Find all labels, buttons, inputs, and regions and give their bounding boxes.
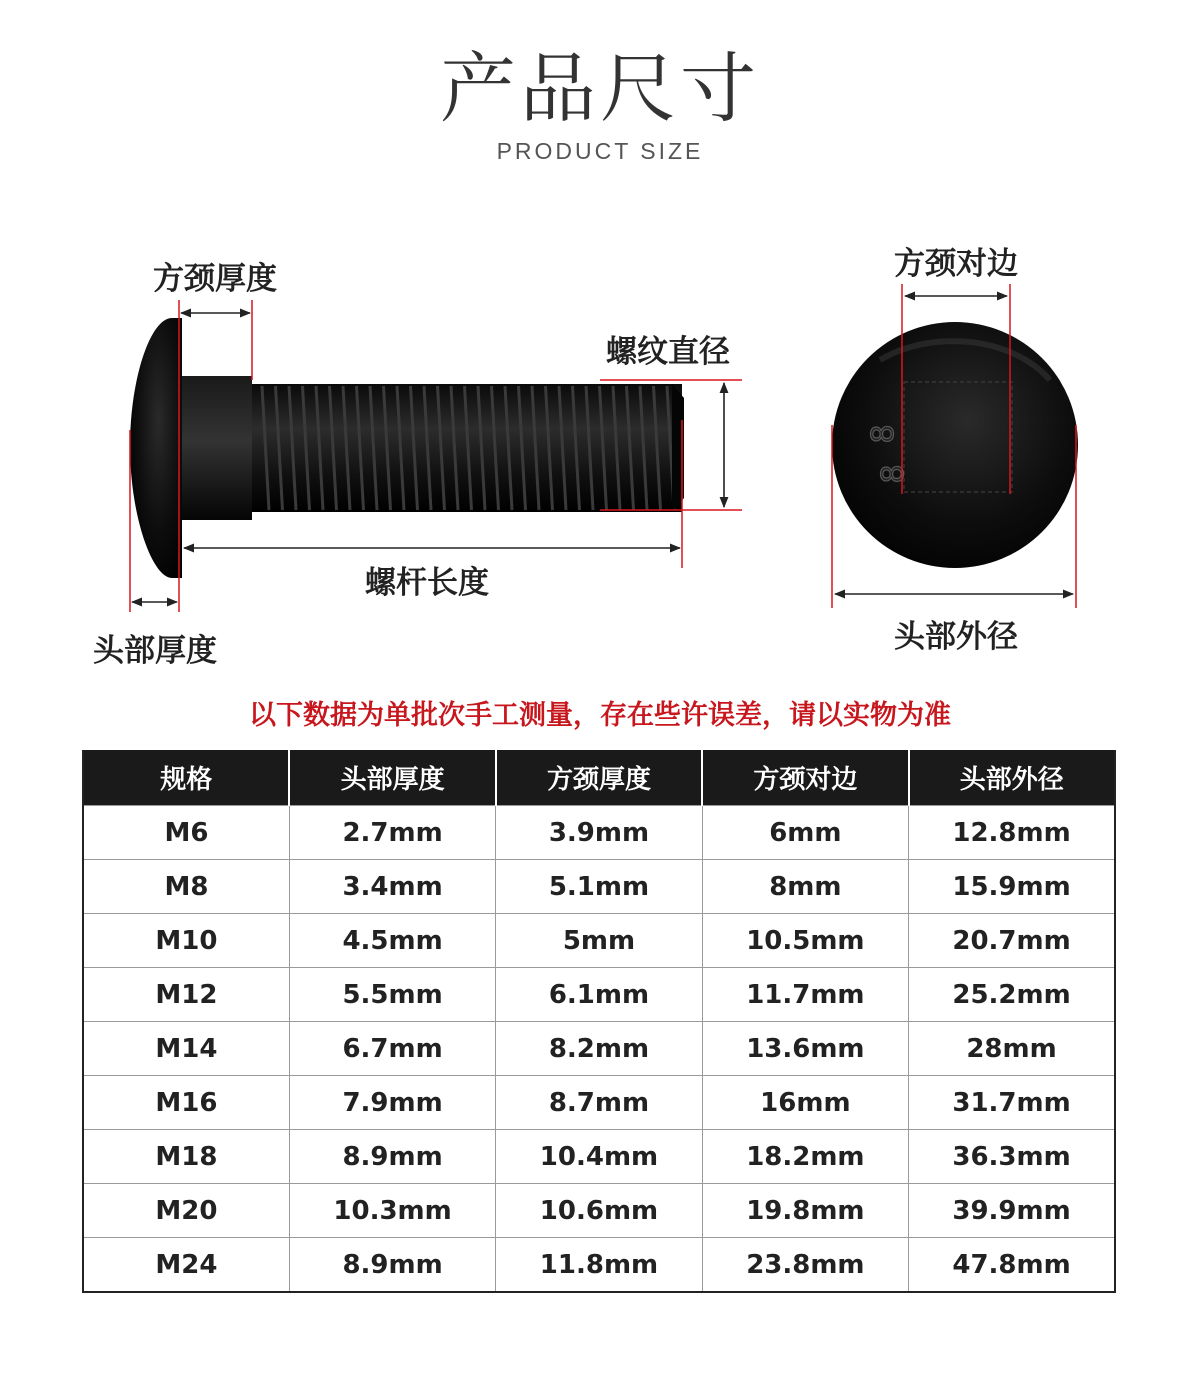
table-cell: 5.1mm xyxy=(496,860,702,914)
table-cell: 6.1mm xyxy=(496,968,702,1022)
table-cell: 8.7mm xyxy=(496,1076,702,1130)
measurement-note: 以下数据为单批次手工测量，存在些许误差，请以实物为准 xyxy=(249,700,951,731)
label-neck-width: 方颈对边 xyxy=(894,246,1018,282)
table-row xyxy=(83,806,1115,860)
bolt-head-top xyxy=(832,322,1078,568)
table-cell: 8.9mm xyxy=(289,1238,495,1293)
table-cell: 10.5mm xyxy=(702,914,908,968)
table-cell: 6mm xyxy=(702,806,908,860)
table-row xyxy=(83,968,1115,1022)
table-cell: M10 xyxy=(83,914,289,968)
page-subtitle: PRODUCT SIZE xyxy=(496,138,704,164)
header-cell: 方颈厚度 xyxy=(496,750,702,806)
table-cell: 47.8mm xyxy=(909,1238,1115,1293)
table-row xyxy=(83,1022,1115,1076)
table-row xyxy=(83,1238,1115,1293)
table-cell: 15.9mm xyxy=(909,860,1115,914)
table-cell: 3.4mm xyxy=(289,860,495,914)
table-cell: M6 xyxy=(83,806,289,860)
table-row xyxy=(83,1076,1115,1130)
table-cell: 28mm xyxy=(909,1022,1115,1076)
head-marking-bottom: 8 xyxy=(876,464,911,484)
label-thread-diameter: 螺纹直径 xyxy=(606,334,730,370)
table-cell: 20.7mm xyxy=(909,914,1115,968)
table-cell: 11.8mm xyxy=(496,1238,702,1293)
table-cell: 19.8mm xyxy=(702,1184,908,1238)
table-cell: M12 xyxy=(83,968,289,1022)
table-cell: 13.6mm xyxy=(702,1022,908,1076)
table-cell: 5.5mm xyxy=(289,968,495,1022)
table-cell: 8.2mm xyxy=(496,1022,702,1076)
table-cell: 8mm xyxy=(702,860,908,914)
header-cell: 头部厚度 xyxy=(289,750,495,806)
label-head-thickness: 头部厚度 xyxy=(93,633,217,669)
table-cell: M24 xyxy=(83,1238,289,1293)
table-cell: 31.7mm xyxy=(909,1076,1115,1130)
table-cell: 3.9mm xyxy=(496,806,702,860)
page-title: 产品尺寸 xyxy=(440,44,760,133)
label-neck-thickness: 方颈厚度 xyxy=(153,261,277,297)
label-shank-length: 螺杆长度 xyxy=(365,565,489,601)
table-cell: 11.7mm xyxy=(702,968,908,1022)
header-cell: 方颈对边 xyxy=(702,750,908,806)
table-cell: M18 xyxy=(83,1130,289,1184)
table-cell: 16mm xyxy=(702,1076,908,1130)
spec-table xyxy=(82,750,1116,1293)
bolt-head-dome xyxy=(130,318,182,578)
header-cell: 规格 xyxy=(83,750,289,806)
table-cell: 6.7mm xyxy=(289,1022,495,1076)
table-cell: 2.7mm xyxy=(289,806,495,860)
table-row xyxy=(83,860,1115,914)
table-cell: 10.3mm xyxy=(289,1184,495,1238)
table-cell: 8.9mm xyxy=(289,1130,495,1184)
table-row xyxy=(83,1130,1115,1184)
table-cell: M8 xyxy=(83,860,289,914)
header-cell: 头部外径 xyxy=(909,750,1115,806)
table-cell: 12.8mm xyxy=(909,806,1115,860)
table-cell: 5mm xyxy=(496,914,702,968)
table-cell: 10.4mm xyxy=(496,1130,702,1184)
bolt-top-view xyxy=(832,322,1078,568)
label-head-diameter: 头部外径 xyxy=(894,619,1018,655)
table-cell: 7.9mm xyxy=(289,1076,495,1130)
table-cell: M14 xyxy=(83,1022,289,1076)
table-cell: 18.2mm xyxy=(702,1130,908,1184)
table-cell: 36.3mm xyxy=(909,1130,1115,1184)
table-cell: M20 xyxy=(83,1184,289,1238)
table-row xyxy=(83,914,1115,968)
bolt-square-neck xyxy=(182,376,252,520)
table-cell: 39.9mm xyxy=(909,1184,1115,1238)
table-row xyxy=(83,1184,1115,1238)
head-marking-top: 8 xyxy=(866,424,901,444)
table-cell: M16 xyxy=(83,1076,289,1130)
bolt-side-view xyxy=(130,318,684,578)
table-cell: 23.8mm xyxy=(702,1238,908,1293)
spec-table-header xyxy=(83,750,1115,806)
table-cell: 4.5mm xyxy=(289,914,495,968)
table-cell: 10.6mm xyxy=(496,1184,702,1238)
table-cell: 25.2mm xyxy=(909,968,1115,1022)
